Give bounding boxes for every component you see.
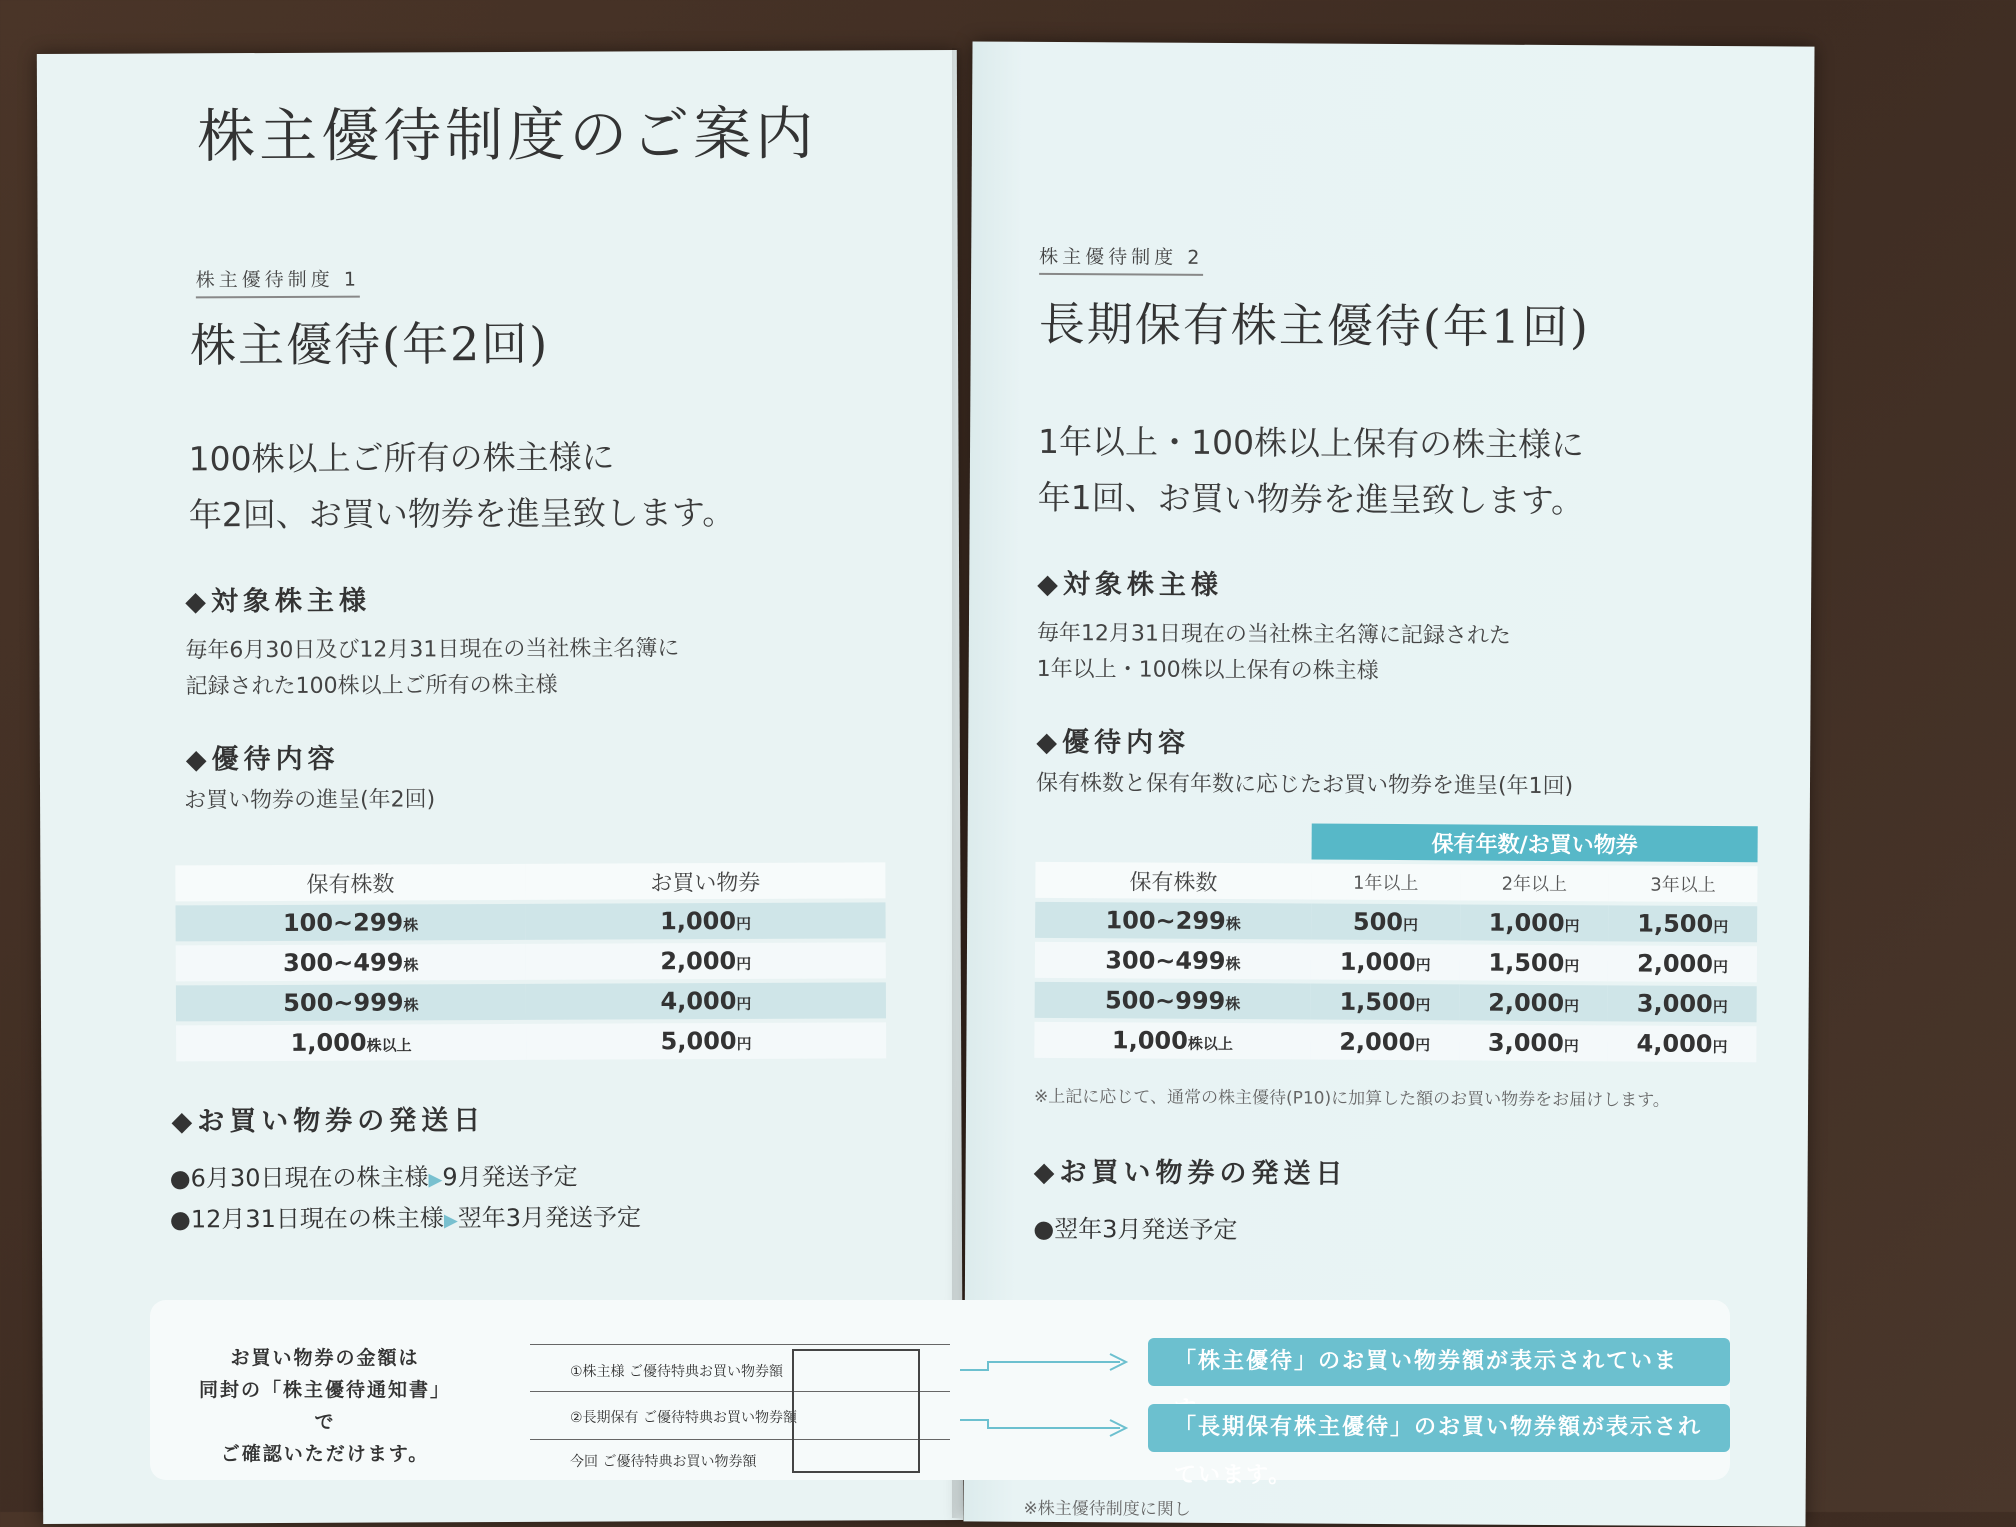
callout-regular: 「株主優待」のお買い物券額が表示されていま [1148,1338,1730,1386]
shares-value: 100~299 [1105,906,1226,936]
notice-panel [150,1300,1730,1488]
voucher-value: 500 [1352,907,1404,937]
sample-row: 今回 ご優待特典お買い物券額 [570,1454,757,1470]
caption-line: お買い物券の金額は [230,1347,420,1369]
caption-line: 同封の「株主優待通知書」で [198,1379,451,1433]
yen-unit: 円 [736,994,752,1013]
yen-unit: 円 [1712,997,1728,1017]
shares-value: 1,000 [290,1028,367,1057]
lead-text-2 [1038,414,1585,529]
shares-value: 300~499 [283,948,404,977]
yen-unit: 円 [736,914,752,933]
table-row [176,982,886,1021]
voucher-value: 4,000 [660,986,737,1016]
yen-unit: 円 [736,1034,752,1053]
voucher-value: 3,000 [1636,989,1713,1018]
target-line: 毎年12月31日現在の当社株主名簿に記録された [1036,620,1511,649]
shares-value: 1,000 [1111,1026,1188,1055]
shares-unit: 株 [403,916,419,935]
benefit-table-2 [1034,818,1757,1066]
voucher-value: 4,000 [1636,1029,1713,1058]
arrow-line-2 [960,1420,1120,1428]
col-header-voucher: お買い物券 [525,862,885,900]
section-kicker-1: 株主優待制度 1 [196,265,360,299]
shares-value: 500~999 [283,988,404,1017]
yen-unit: 円 [1563,1037,1579,1056]
table-row [176,942,886,981]
play-arrow-icon: ▶ [428,1169,443,1191]
shares-unit: 株 [1225,955,1241,974]
col-header-year-2: 2年以上 [1460,864,1609,901]
ship-when: ●6月30日現在の株主様 [169,1163,429,1193]
benefit-text-2: 保有株数と保有年数に応じたお買い物券を進呈(年1回) [1035,770,1574,800]
voucher-value: 2,000 [660,946,737,976]
yen-unit: 円 [1415,956,1431,975]
ship-list-1 [170,1157,642,1241]
target-heading-2: ◆対象株主様 [1037,568,1224,601]
table-row [1035,982,1757,1022]
page-title: 株主優待制度のご案内 [197,99,818,171]
arrow-connectors [960,1340,1140,1450]
sample-row: ②長期保有 ご優待特典お買い物券額 [570,1410,798,1426]
voucher-value: 1,000 [660,906,737,936]
arrow-line-1 [960,1362,1120,1370]
yen-unit: 円 [1564,997,1580,1016]
yen-unit: 円 [1415,996,1431,1015]
section-heading-2: 長期保有株主優待(年1回) [1038,296,1591,355]
footer-fragment: ※株主優待制度に関し [1023,1498,1191,1520]
notice-caption [190,1342,460,1470]
voucher-value: 3,000 [1487,1028,1564,1058]
table-row [176,1022,886,1061]
target-text-1 [185,631,679,705]
section-kicker-2: 株主優待制度 2 [1039,242,1203,276]
caption-line: ご確認いただけます。 [220,1443,430,1465]
section-heading-1: 株主優待(年2回) [189,316,550,373]
ship-schedule: 9月発送予定 [442,1162,578,1192]
table-row [1035,902,1757,942]
yen-unit: 円 [1712,1037,1728,1057]
target-line: 1年以上・100株以上保有の株主様 [1036,656,1379,684]
table-row [1035,942,1757,982]
voucher-value: 1,500 [1637,909,1714,938]
yen-unit: 円 [1712,957,1729,977]
col-header-year-3: 3年以上 [1609,865,1758,902]
group-header: 保有年数/お買い物券 [1312,824,1758,863]
lead-text-1 [188,429,735,543]
table-row [176,902,886,941]
voucher-value: 2,000 [1488,988,1565,1018]
shares-unit: 株 [403,956,419,975]
shares-unit: 株 [403,996,419,1015]
lead-line: 1年以上・100株以上保有の株主様に [1037,421,1585,465]
benefit-heading-1: ◆優待内容 [185,743,340,776]
benefit-text-1: お買い物券の進呈(年2回) [184,787,436,814]
col-header-year-1: 1年以上 [1311,864,1460,901]
table-note: ※上記に応じて、通常の株主優待(P10)に加算した額のお買い物券をお届けします。 [1034,1086,1670,1111]
shares-unit: 株 [1225,915,1241,934]
ship-when: ●12月31日現在の株主様 [169,1204,444,1234]
target-line: 記録された100株以上ご所有の株主様 [185,672,558,700]
sample-row: ①株主様 ご優待特典お買い物券額 [570,1364,784,1380]
voucher-value: 2,000 [1339,1027,1416,1057]
ship-heading-1: ◆お買い物券の発送日 [171,1105,486,1138]
callout-long-term: 「長期保有株主優待」のお買い物券額が表示されています。 [1148,1404,1730,1452]
target-text-2 [1037,616,1511,691]
lead-line: 100株以上ご所有の株主様に [188,437,615,479]
table-row [1034,1022,1756,1062]
yen-unit: 円 [1415,1036,1431,1055]
voucher-value: 1,500 [1339,987,1416,1017]
voucher-value: 1,500 [1488,948,1565,978]
voucher-value: 2,000 [1637,949,1714,978]
ship-item [170,1198,641,1241]
lead-line: 年2回、お買い物券を進呈致します。 [188,492,736,535]
col-header-shares: 保有株数 [175,864,525,902]
benefit-table-1 [175,858,886,1065]
ship-item-2: ●翌年3月発送予定 [1033,1214,1238,1245]
voucher-value: 1,000 [1488,908,1565,938]
shares-unit: 株 [1225,995,1241,1014]
yen-unit: 円 [1564,917,1580,936]
ship-heading-2: ◆お買い物券の発送日 [1033,1156,1348,1190]
sample-notice-form [530,1344,950,1473]
play-arrow-icon: ▶ [443,1210,458,1232]
shares-value: 500~999 [1104,986,1226,1016]
ship-schedule: 翌年3月発送予定 [457,1203,642,1233]
voucher-value: 5,000 [660,1026,737,1056]
col-header-shares: 保有株数 [1035,862,1311,900]
shares-value: 100~299 [282,908,404,937]
target-line: 毎年6月30日及び12月31日現在の当社株主名簿に [185,636,680,664]
lead-line: 年1回、お買い物券を進呈致します。 [1037,477,1585,521]
benefit-heading-2: ◆優待内容 [1036,726,1191,759]
shares-value: 300~499 [1105,946,1226,976]
highlight-frame [792,1349,920,1473]
yen-unit: 円 [1713,917,1729,937]
shares-unit: 株以上 [1187,1034,1233,1054]
yen-unit: 円 [736,954,752,973]
yen-unit: 円 [1402,916,1419,935]
ship-item [170,1157,641,1200]
yen-unit: 円 [1564,957,1580,976]
shares-unit: 株以上 [366,1036,412,1055]
voucher-value: 1,000 [1339,947,1416,977]
target-heading-1: ◆対象株主様 [185,585,372,618]
